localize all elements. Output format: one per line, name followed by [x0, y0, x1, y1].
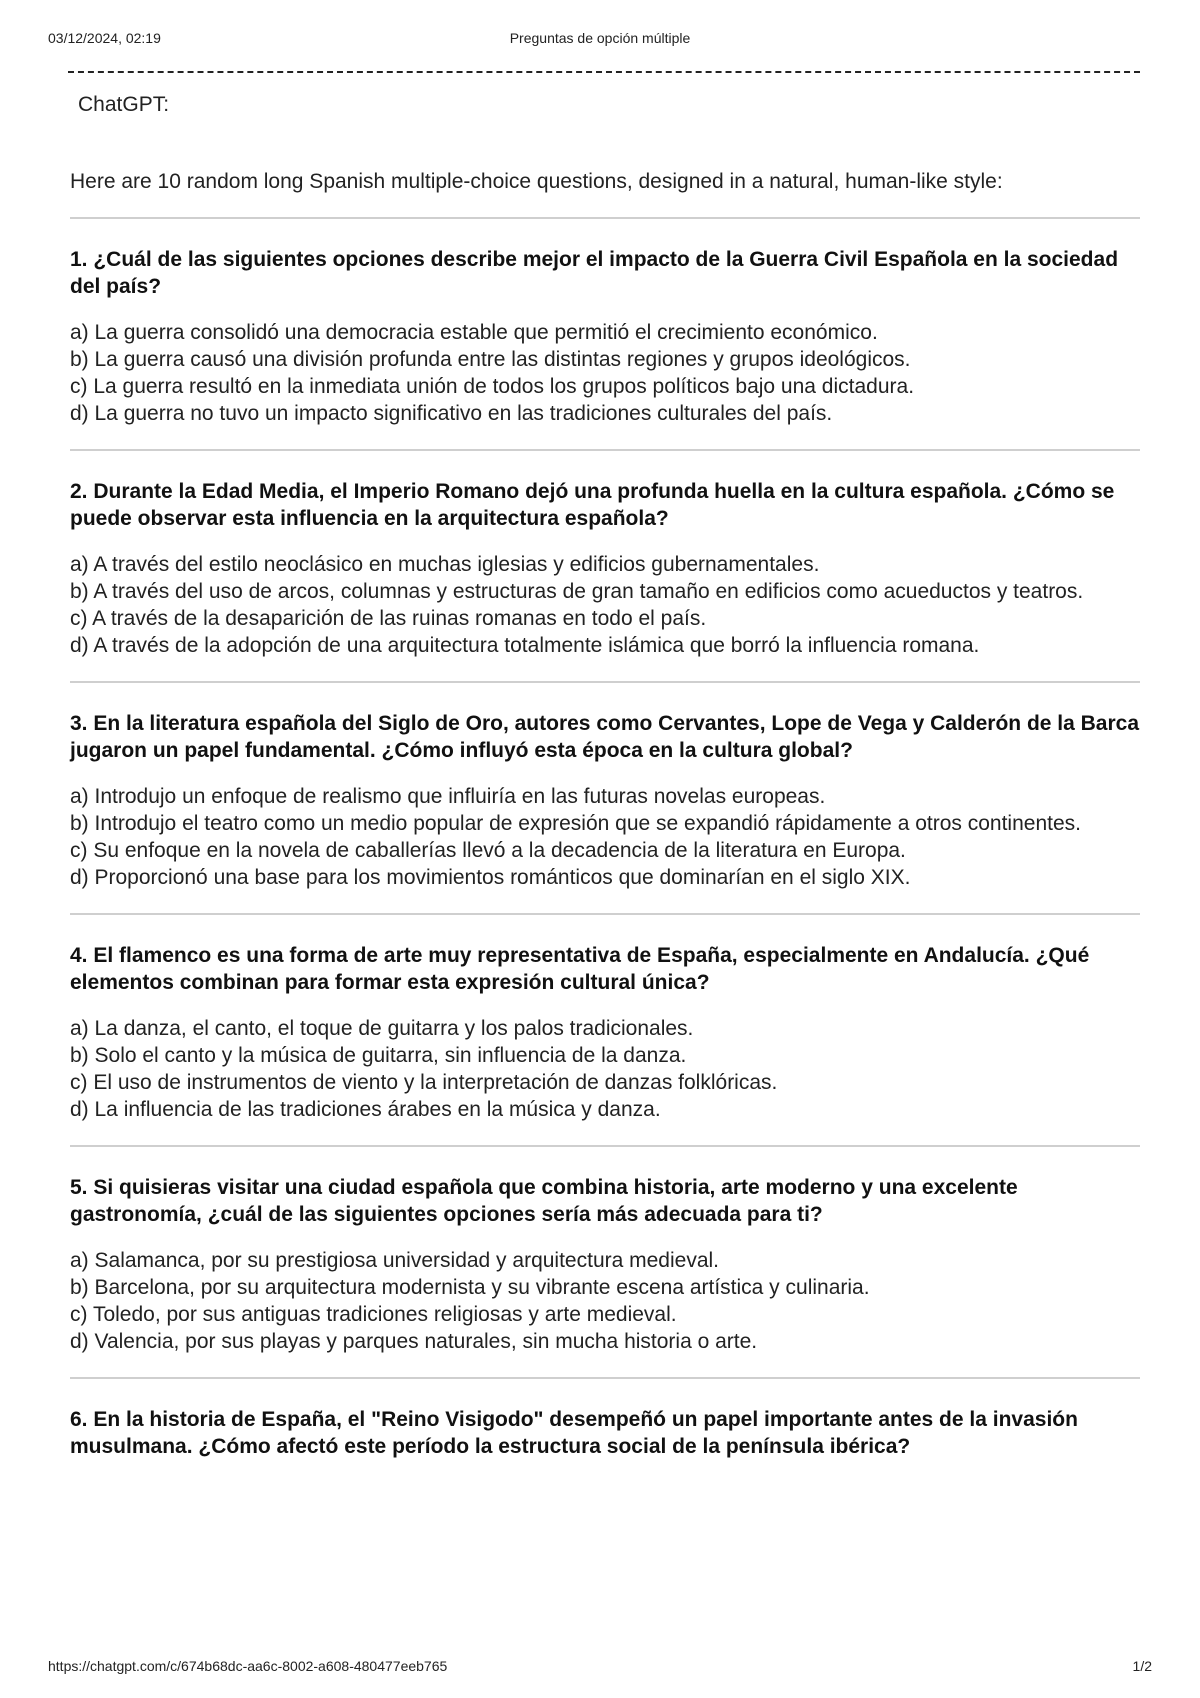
speaker-label: ChatGPT: [78, 93, 170, 116]
option-b: b) La guerra causó una división profunda entre las distintas regiones y grupos ideológicos. [70, 348, 911, 371]
print-title: Preguntas de opción múltiple [509, 30, 691, 46]
question-text: 6. En la historia de España, el "Reino Visigodo" desempeñó un papel importante antes de la invasión musulmana. ¿Cómo afectó este período la estructura social de la península ibérica? [70, 1408, 1078, 1458]
option-a: a) La guerra consolidó una democracia estable que permitió el crecimiento económico. [70, 321, 878, 344]
option-d: d) A través de la adopción de una arquitectura totalmente islámica que borró la influencia romana. [70, 634, 980, 657]
question-2 [70, 478, 1140, 683]
print-footer [48, 1658, 1152, 1678]
option-list [70, 783, 1140, 891]
page-url: https://chatgpt.com/c/674b68dc-aa6c-8002-a608-480477eeb765 [48, 1658, 448, 1674]
option-b: b) Barcelona, por su arquitectura modernista y su vibrante escena artística y culinaria. [70, 1276, 870, 1299]
option-d: d) La guerra no tuvo un impacto significativo en las tradiciones culturales del país. [70, 402, 833, 425]
question-5 [70, 1174, 1140, 1379]
option-d: d) La influencia de las tradiciones árabes en la música y danza. [70, 1098, 661, 1121]
option-a: a) A través del estilo neoclásico en muchas iglesias y edificios gubernamentales. [70, 553, 820, 576]
option-list [70, 1015, 1140, 1123]
question-text: 3. En la literatura española del Siglo de Oro, autores como Cervantes, Lope de Vega y Calderón de la Barca jugaron un papel fundamental. ¿Cómo influyó esta época en la cultura global? [70, 712, 1140, 762]
conversation-content [70, 92, 1140, 1460]
divider [70, 1377, 1140, 1379]
option-c: c) La guerra resultó en la inmediata unión de todos los grupos políticos bajo una dictadura. [70, 375, 915, 398]
divider [70, 913, 1140, 915]
print-datetime: 03/12/2024, 02:19 [48, 30, 161, 46]
option-list [70, 319, 1140, 427]
question-6 [70, 1406, 1140, 1460]
question-text: 1. ¿Cuál de las siguientes opciones describe mejor el impacto de la Guerra Civil Española en la sociedad del país? [70, 248, 1119, 298]
option-a: a) La danza, el canto, el toque de guitarra y los palos tradicionales. [70, 1017, 694, 1040]
question-text: 5. Si quisieras visitar una ciudad española que combina historia, arte moderno y una excelente gastronomía, ¿cuál de las siguientes opciones sería más adecuada para ti? [70, 1176, 1018, 1226]
question-text: 4. El flamenco es una forma de arte muy representativa de España, especialmente en Andalucía. ¿Qué elementos combinan para formar esta expresión cultural única? [70, 944, 1090, 994]
option-list [70, 551, 1140, 659]
divider [70, 217, 1140, 219]
option-b: b) A través del uso de arcos, columnas y estructuras de gran tamaño en edificios como acueductos y teatros. [70, 580, 1084, 603]
option-c: c) Toledo, por sus antiguas tradiciones religiosas y arte medieval. [70, 1303, 677, 1326]
option-b: b) Solo el canto y la música de guitarra, sin influencia de la danza. [70, 1044, 687, 1067]
divider [70, 681, 1140, 683]
option-list [70, 1247, 1140, 1355]
intro-text: Here are 10 random long Spanish multiple-choice questions, designed in a natural, human-like style: [70, 170, 1003, 193]
question-1 [70, 246, 1140, 451]
option-d: d) Proporcionó una base para los movimientos románticos que dominarían en el siglo XIX. [70, 866, 911, 889]
page-number: 1/2 [1132, 1658, 1152, 1674]
print-header [48, 30, 1152, 50]
option-c: c) Su enfoque en la novela de caballerías llevó a la decadencia de la literatura en Europa. [70, 839, 906, 862]
question-4 [70, 942, 1140, 1147]
dashed-separator [68, 71, 1140, 73]
option-c: c) El uso de instrumentos de viento y la interpretación de danzas folklóricas. [70, 1071, 778, 1094]
divider [70, 449, 1140, 451]
question-3 [70, 710, 1140, 915]
option-d: d) Valencia, por sus playas y parques naturales, sin mucha historia o arte. [70, 1330, 758, 1353]
divider [70, 1145, 1140, 1147]
option-c: c) A través de la desaparición de las ruinas romanas en todo el país. [70, 607, 707, 630]
option-a: a) Introdujo un enfoque de realismo que influiría en las futuras novelas europeas. [70, 785, 826, 808]
question-text: 2. Durante la Edad Media, el Imperio Romano dejó una profunda huella en la cultura española. ¿Cómo se puede observar esta influencia en la arquitectura española? [70, 480, 1115, 530]
option-b: b) Introdujo el teatro como un medio popular de expresión que se expandió rápidamente a otros continentes. [70, 812, 1081, 835]
option-a: a) Salamanca, por su prestigiosa universidad y arquitectura medieval. [70, 1249, 720, 1272]
